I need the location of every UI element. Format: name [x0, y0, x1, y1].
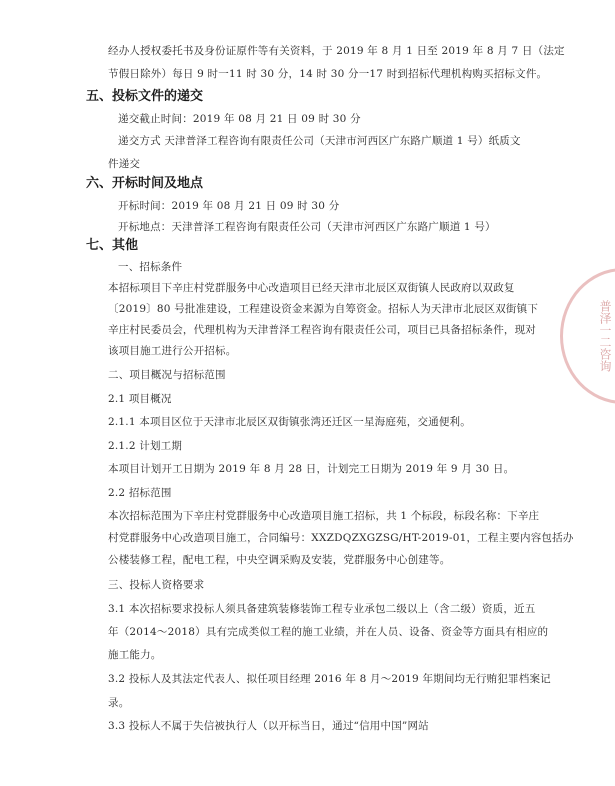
text-line: 录。: [108, 697, 130, 709]
text-line: 村党群服务中心改造项目施工，合同编号：XXZDQZXGZSG/HT-2019-01，工程主要内容包括办: [108, 532, 574, 544]
text-line: 三、投标人资格要求: [108, 579, 205, 591]
section-heading: 七、其他: [86, 238, 139, 253]
text-line: 开标地点：天津普泽工程咨询有限责任公司（天津市河西区广东路广顺道 1 号）: [118, 221, 496, 233]
text-line: 辛庄村民委员会，代理机构为天津普泽工程咨询有限责任公司，项目已具备招标条件，现对: [108, 324, 536, 336]
text-line: 公楼装修工程，配电工程，中央空调采购及安装，党群服务中心创建等。: [108, 554, 451, 566]
text-line: 年（2014～2018）具有完成类似工程的施工业绩，并在人员、设备、资金等方面具有相应的: [108, 626, 549, 638]
text-line: 节假日除外）每日 9 时一11 时 30 分，14 时 30 分一17 时到招标代理机构购买招标文件。: [108, 68, 548, 80]
text-line: 2.1.2 计划工期: [108, 440, 183, 452]
text-line: 开标时间：2019 年 08 月 21 日 09 时 30 分: [118, 200, 340, 212]
text-line: 3.2 投标人及其法定代表人、拟任项目经理 2016 年 8 月～2019 年期间均无行贿犯罪档案记: [108, 673, 551, 685]
text-line: 一、招标条件: [118, 261, 183, 273]
text-line: 二、项目概况与招标范围: [108, 369, 226, 381]
text-line: 3.3 投标人不属于失信被执行人（以开标当日，通过“信用中国”网站: [108, 720, 429, 732]
text-line: 2.1 项目概况: [108, 393, 172, 405]
section-heading: 六、开标时间及地点: [86, 176, 204, 191]
text-line: 件递交: [108, 158, 141, 170]
text-line: 2.1.1 本项目区位于天津市北辰区双街镇张湾还迁区一星海庭苑，交通便利。: [108, 416, 471, 428]
text-line: 施工能力。: [108, 649, 162, 661]
text-line: 本次招标范围为下辛庄村党群服务中心改造项目施工招标，共 1 个标段，标段名称：下辛庄: [108, 510, 540, 522]
text-line: 递交截止时间：2019 年 08 月 21 日 09 时 30 分: [118, 113, 361, 125]
text-line: 3.1 本次招标要求投标人须具备建筑装修装饰工程专业承包二级以上（含二级）资质，近五: [108, 603, 536, 615]
text-line: 递交方式 天津普泽工程咨询有限责任公司（天津市河西区广东路广顺道 1 号）纸质文: [118, 135, 521, 147]
text-line: 〔2019〕80 号批准建设，工程建设资金来源为自筹资金。招标人为天津市北辰区双街镇下: [108, 303, 539, 315]
text-line: 经办人授权委托书及身份证原件等有关资料，于 2019 年 8 月 1 日至 2019 年 8 月 7 日（法定: [108, 45, 565, 57]
text-line: 本招标项目下辛庄村党群服务中心改造项目已经天津市北辰区双街镇人民政府以双政复: [108, 282, 515, 294]
company-seal-text: 普泽一二咨询: [598, 300, 612, 372]
section-heading: 五、投标文件的递交: [86, 89, 204, 104]
text-line: 该项目施工进行公开招标。: [108, 345, 237, 357]
text-line: 2.2 招标范围: [108, 487, 172, 499]
text-line: 本项目计划开工日期为 2019 年 8 月 28 日，计划完工日期为 2019 年 9 月 30 日。: [108, 463, 515, 475]
